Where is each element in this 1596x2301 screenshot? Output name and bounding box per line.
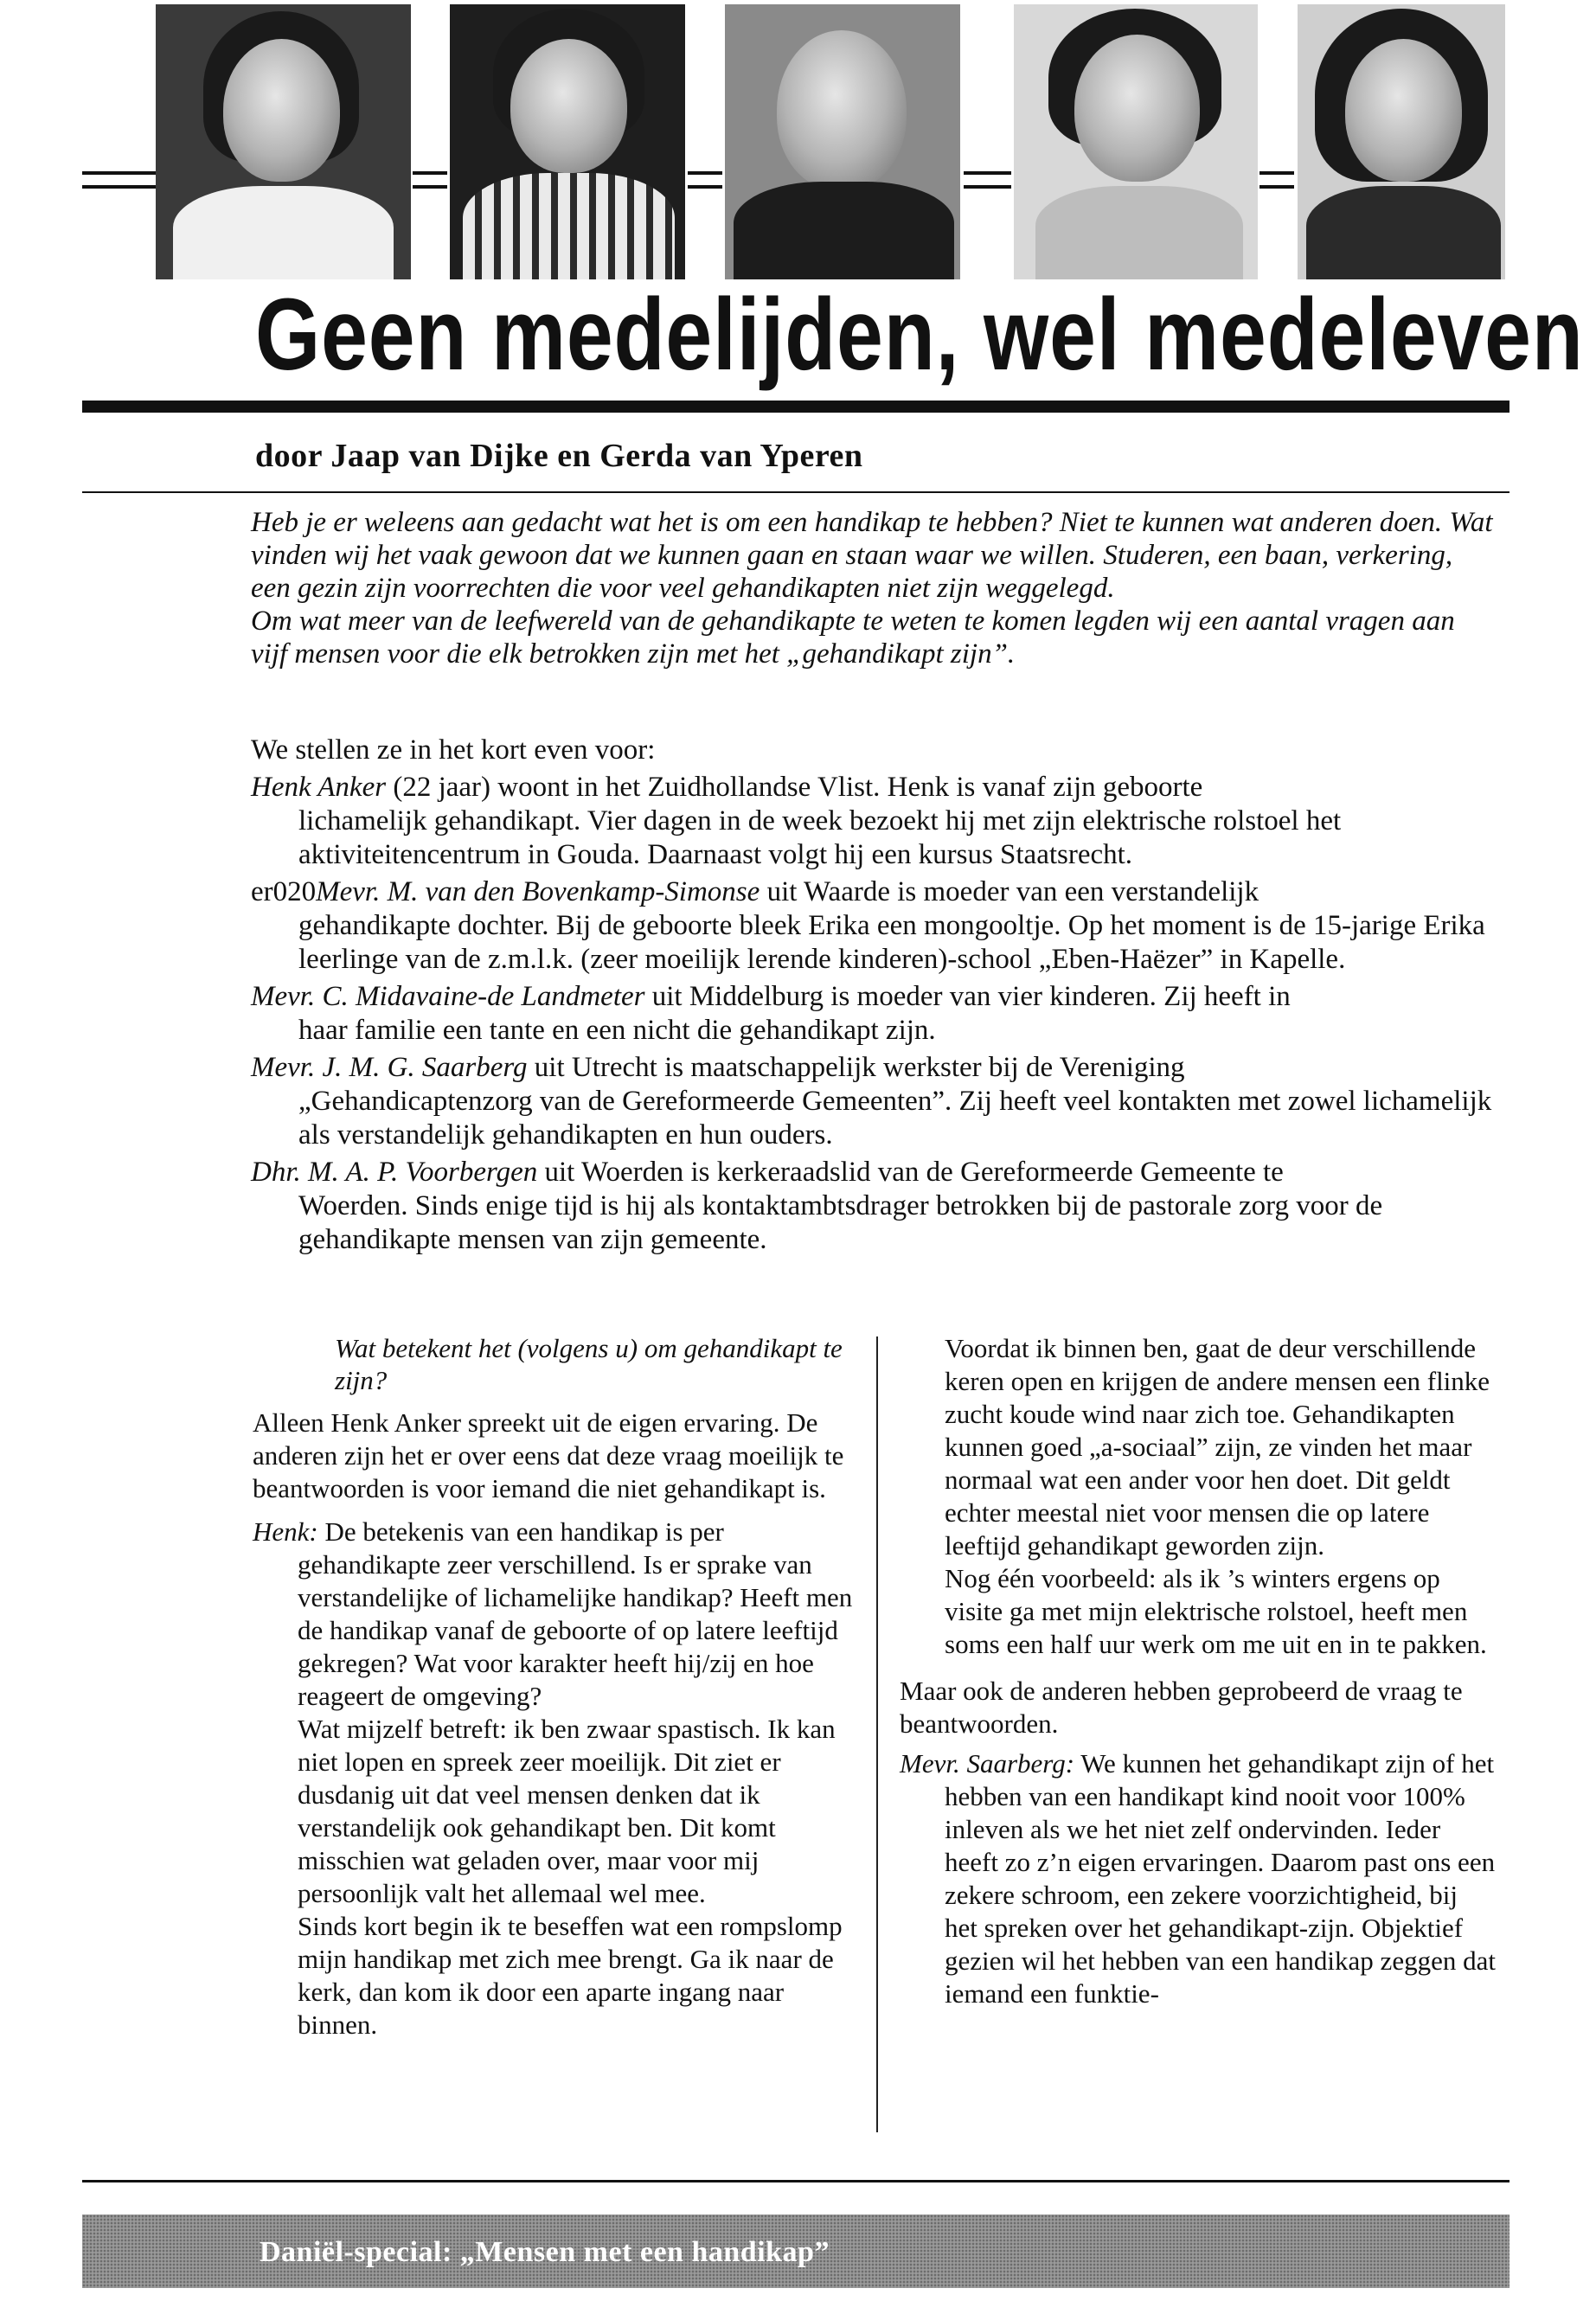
person-entry-saarberg [251,1051,1497,1152]
right-column [900,1332,1497,2010]
person-entry-bovenkamp [251,875,1497,977]
title-rule [82,401,1509,413]
speaker-label: Mevr. Saarberg: [900,1748,1075,1779]
henk-answer-4: Voordat ik binnen ben, gaat de deur verschillende keren open en krijgen de andere mensen een flinke zucht koude wind naar zich toe. Gehandikapten kunnen goed „a-sociaal” zijn, ze vinden het maar normaal wat een ander voor hen doet. Dit geldt echter meestal niet voor mensen die op latere leeftijd gehandikapt geworden zijn. [945,1333,1490,1561]
footer-series-title: Daniël-special: „Mensen met een handikap” [260,2236,830,2268]
person-text-rest: haar familie een tante en een nicht die gehandikapt zijn. [298,1015,936,1046]
article-title: Geen medelijden, wel medeleven [255,278,1584,392]
answer-text: De betekenis van een handikap is per gehandikapte zeer verschillend. Is er sprake van verstandelijke of lichamelijke handikap? Heeft men de handikap vanaf de geboorte of op latere leeftijd gekregen? Wat voor karakter heeft hij/zij en hoe reageert de omgeving? [298,1516,853,1711]
henk-answer-1 [253,1516,858,1713]
answer-intro: Alleen Henk Anker spreekt uit de eigen ervaring. De anderen zijn het er over eens dat deze vraag moeilijk te beantwoorden is voor iemand die niet gehandikapt is. [253,1407,844,1503]
person-text: uit Woerden is kerkeraadslid van de Gereformeerde Gemeente te [537,1157,1284,1188]
speaker-label: Henk: [253,1516,318,1547]
person-text-rest: Woerden. Sinds enige tijd is hij als kontaktambtsdrager betrokken bij de pastorale zorg voor de gehandikapte mensen van zijn gemeente. [298,1190,1383,1255]
portrait-2 [450,4,685,279]
person-text: (22 jaar) woont in het Zuidhollandse Vlist. Henk is vanaf zijn geboorte [386,772,1203,803]
column-divider [876,1336,878,2132]
intro-paragraph-1: Heb je er weleens aan gedacht wat het is om een handikap te hebben? Niet te kunnen wat anderen doen. Wat vinden wij het vaak gewoon dat we kunnen gaan en staan waar we willen. Studeren, een baan, verkering, een gezin zijn voorrechten die voor veel gehandikapten niet zijn weggelegd. [251,507,1493,604]
portrait-5 [1298,4,1505,279]
person-entry-voorbergen [251,1156,1497,1257]
henk-answer-3: Sinds kort begin ik te beseffen wat een rompslomp mijn handikap met zich mee brengt. Ga ik naar de kerk, dan kom ik door een aparte ingang naar binnen. [298,1911,843,2040]
person-text: uit Waarde is moeder van een verstandelijk [760,876,1259,907]
henk-answer-5: Nog één voorbeeld: als ik ’s winters ergens op visite ga met mijn elektrische rolstoel, heeft men soms een half uur werk om me uit en in te pakken. [945,1563,1487,1659]
person-text-rest: „Gehandicaptenzorg van de Gereformeerde Gemeenten”. Zij heeft veel kontakten met zowel lichamelijk als verstandelijk gehandikapten en hun ouders. [298,1086,1492,1150]
person-name: Henk Anker [251,772,387,803]
person-name: Mevr. C. Midavaine-de Landmeter [251,981,645,1012]
henk-answer-2: Wat mijzelf betreft: ik ben zwaar spastisch. Ik kan niet lopen en spreek zeer moeilijk. Dit ziet er dusdanig uit dat veel mensen denken dat ik verstandelijk ook gehandikapt ben. Dit komt misschien wat geladen over, maar voor mij persoonlijk valt het allemaal wel mee. [298,1714,836,1908]
person-text-rest: lichamelijk gehandikapt. Vier dagen in de week bezoekt hij met zijn elektrische rolstoel het aktiviteitencentrum in Gouda. Daarnaast volgt hij een kursus Staatsrecht. [298,805,1342,870]
portrait-1 [156,4,411,279]
byline-rule [82,491,1509,493]
interview-question: Wat betekent het (volgens u) om gehandikapt te zijn? [335,1333,843,1395]
person-entry-henk [251,771,1497,872]
person-prefix: er020 [251,876,317,907]
person-name: Mevr. M. van den Bovenkamp-Simonse [316,876,760,907]
intro-paragraph-2: Om wat meer van de leefwereld van de gehandikapte te weten te komen legden wij een aantal vragen aan vijf mensen voor die elk betrokken zijn met het „gehandikapt zijn”. [251,606,1455,670]
intro [251,506,1497,670]
answer-text: We kunnen het gehandikapt zijn of het hebben van een handikapt kind nooit voor 100% inleven als we het niet zelf ondervinden. Ieder heeft zo z’n eigen ervaringen. Daarom past ons een zekere schroom, een zekere voorzichtigheid, bij het spreken over het gehandikapt-zijn. Objektief gezien wil het hebben van een handikap zeggen dat iemand een funktie- [945,1748,1496,2009]
person-name: Dhr. M. A. P. Voorbergen [251,1157,538,1188]
people-introductions [251,734,1497,1260]
person-text: uit Utrecht is maatschappelijk werkster bij de Vereniging [527,1052,1185,1083]
byline: door Jaap van Dijke en Gerda van Yperen [255,438,863,474]
person-text-rest: gehandikapte dochter. Bij de geboorte bleek Erika een mongooltje. Op het moment is de 15-jarige Erika leerlinge van de z.m.l.k. (zeer moeilijk lerende kinderen)-school „Eben-Haëzer” in Kapelle. [298,910,1485,975]
left-column [253,1332,858,2041]
portrait-4 [1014,4,1258,279]
portrait-3 [725,4,960,279]
transition-paragraph: Maar ook de anderen hebben geprobeerd de vraag te beantwoorden. [900,1676,1463,1739]
people-lead: We stellen ze in het kort even voor: [251,734,656,766]
person-entry-midavaine [251,980,1497,1048]
person-name: Mevr. J. M. G. Saarberg [251,1052,528,1083]
saarberg-answer [900,1747,1497,2010]
footer-rule [82,2180,1509,2182]
person-text: uit Middelburg is moeder van vier kinderen. Zij heeft in [644,981,1291,1012]
